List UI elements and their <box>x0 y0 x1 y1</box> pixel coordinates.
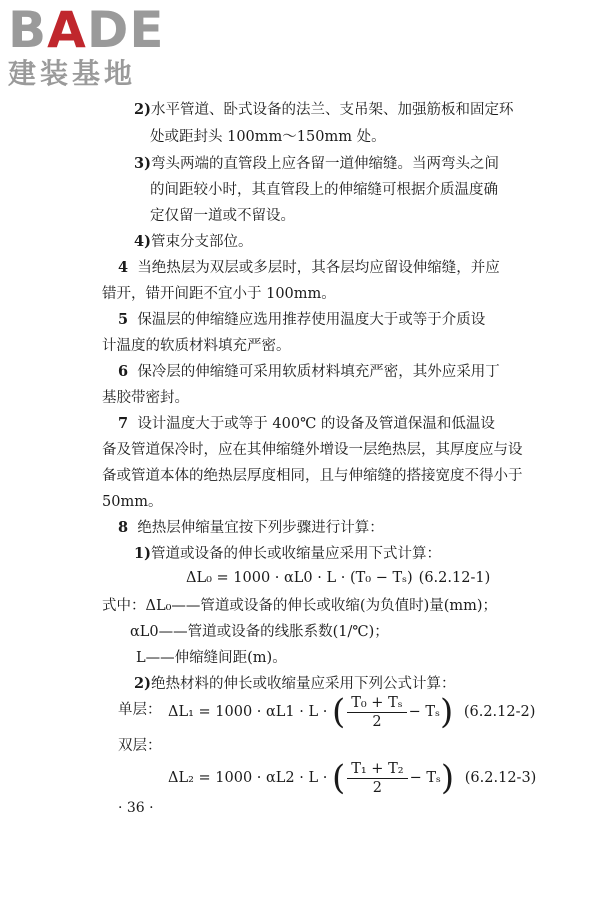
text-line: 备及管道保冷时，应在其伸缩缝外增设一层绝热层，其厚度应与设 <box>102 442 523 458</box>
logo-wordmark: BADE <box>8 1 165 59</box>
equation-number: (6.2.12-3) <box>464 770 537 786</box>
text-line: 双层： <box>118 738 162 754</box>
clause-item: 2)水平管道、卧式设备的法兰、支吊架、加强筋板和固定环 <box>134 101 514 118</box>
equation-number: (6.2.12-1) <box>418 570 491 586</box>
text-line: 错开，错开间距不宜小于 100mm。 <box>102 286 336 302</box>
clause-paragraph: 8 绝热层伸缩量宜按下列步骤进行计算： <box>118 519 384 536</box>
text-line: 的间距较小时，其直管段上的伸缩缝可根据介质温度确 <box>150 182 498 198</box>
formula-6-2-12-3: ΔL₂ = 1000 · αL2 · L · ( $\frac{\text{T₁ + T₂}}{2}$ − Tₛ) (6.2.12-3) <box>168 758 537 798</box>
symbol-definition: L——伸缩缝间距(m)。 <box>136 650 287 666</box>
text-line: 处或距封头 100mm～150mm 处。 <box>150 129 386 145</box>
clause-paragraph: 7 设计温度大于或等于 400℃ 的设备及管道保温和低温设 <box>118 415 495 432</box>
clause-item: 3)弯头两端的直管段上应各留一道伸缩缝。当两弯头之间 <box>134 155 499 172</box>
symbol-definition: 式中：ΔL₀——管道或设备的伸长或收缩(为负值时)量(mm)； <box>102 598 498 614</box>
text-line: 计温度的软质材料填充严密。 <box>102 338 291 354</box>
logo-subtitle: 建装基地 <box>8 57 137 90</box>
page-number: · 36 · <box>118 800 154 816</box>
equation-number: (6.2.12-2) <box>463 704 536 720</box>
formula-6-2-12-1 <box>186 570 490 586</box>
clause-item: 2)绝热材料的伸长或收缩量应采用下列公式计算： <box>134 675 456 692</box>
clause-paragraph: 4 当绝热层为双层或多层时，其各层均应留设伸缩缝，并应 <box>118 259 500 276</box>
text-line: 备或管道本体的绝热层厚度相同，且与伸缩缝的搭接宽度不得小于 <box>102 468 523 484</box>
text-line: 定仅留一道或不留设。 <box>150 208 295 224</box>
clause-item: 4)管束分支部位。 <box>134 233 253 250</box>
text-line: 50mm。 <box>102 494 163 510</box>
text-line: 基胶带密封。 <box>102 390 189 406</box>
clause-paragraph: 6 保冷层的伸缩缝可采用软质材料填充严密，其外应采用丁 <box>118 363 500 380</box>
fraction: $\frac{\text{T₁ + T₂}}{2}$ <box>347 761 407 796</box>
text-line: 单层： <box>118 702 162 718</box>
formula-6-2-12-2: ΔL₁ = 1000 · αL1 · L · ( $\frac{\text{T₀ + Tₛ}}{2}$ − Tₛ) (6.2.12-2) <box>168 692 536 732</box>
clause-item: 1)管道或设备的伸长或收缩量应采用下式计算： <box>134 545 441 562</box>
symbol-definition: αL0——管道或设备的线胀系数(1/℃)； <box>130 624 389 640</box>
logo <box>8 1 165 90</box>
formula-expression: ΔL₀ = 1000 · αL0 · L · (T₀ − Tₛ) <box>186 570 413 586</box>
clause-paragraph: 5 保温层的伸缩缝应选用推荐使用温度大于或等于介质设 <box>118 311 486 328</box>
fraction: $\frac{\text{T₀ + Tₛ}}{2}$ <box>347 695 406 730</box>
